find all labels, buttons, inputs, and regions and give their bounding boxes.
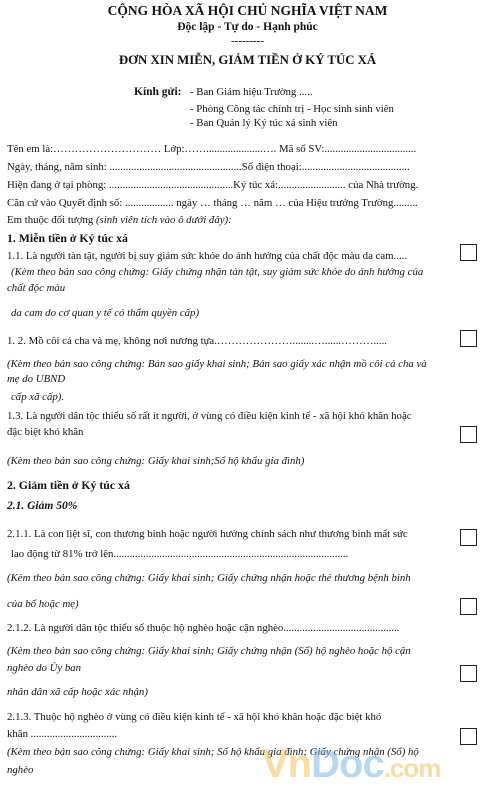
item-1-1: 1.1. Là người tàn tật, người bị suy giảm sức khỏe do ảnh hưởng của chất độc màu da cam.....: [7, 250, 408, 262]
target-line: Em thuộc đối tượng (sinh viên tích vào ô dưới đây):: [7, 214, 232, 226]
checkbox-2-1-2[interactable]: [460, 598, 477, 615]
note-1-2: cấp xã cấp).: [11, 391, 65, 403]
note-1-3: (Kèm theo bản sao công chứng: Giấy khai sinh;Sổ hộ khẩu gia đình): [7, 455, 305, 467]
note-2-1-2: (Kèm theo bản sao công chứng: Giấy khai sinh; Giấy chứng nhận (Sổ) hộ nghèo hoặc hộ cận: [7, 645, 411, 657]
checkbox-1-1[interactable]: [460, 244, 477, 261]
recipient-item: - Ban Giám hiệu Trường .....: [190, 86, 313, 98]
checkbox-1-3[interactable]: [460, 426, 477, 443]
item-2-1-1: lao động từ 81% trở lên.......................................................................................: [11, 548, 349, 560]
note-2-1-3: nghèo: [7, 764, 34, 776]
checkbox-2-1-3-b[interactable]: [460, 728, 477, 745]
note-1-2: (Kèm theo bản sao công chứng: Bản sao giấy khai sinh; Bản sao giấy xác nhận mồ côi cả cha và: [7, 358, 427, 370]
item-1-3: 1.3. Là người dân tộc thiểu số rất ít người, ở vùng có điều kiện kinh tế - xã hội khó khăn hoặc: [7, 410, 412, 422]
item-1-2: 1. 2. Mồ côi cả cha và mẹ, không nơi nương tựa.…………………........…......……….....: [7, 335, 387, 347]
recipient-item: - Phòng Công tác chính trị - Học sinh sinh viên: [190, 103, 394, 115]
checkbox-2-1-3[interactable]: [460, 665, 477, 682]
item-2-1-1: 2.1.1. Là con liệt sĩ, con thương binh hoặc người hưởng chính sách như thương binh mất sức: [7, 528, 408, 540]
note-2-1-3: (Kèm theo bản sao công chứng: Giấy khai sinh; Sổ hộ khẩu gia đình; Giấy chứng nhận (Sổ) hộ: [7, 746, 419, 758]
form-title: ĐƠN XIN MIỄN, GIẢM TIỀN Ở KÝ TÚC XÁ: [118, 53, 377, 67]
section2-subheading: 2.1. Giảm 50%: [7, 500, 78, 512]
note-1-1: (Kèm theo bản sao công chứng: Giấy chứng nhận tàn tật, suy giảm sức khỏe do ảnh hưởng của: [11, 266, 424, 278]
item-2-1-3: 2.1.3. Thuộc hộ nghèo ở vùng có điều kiện kinh tế - xã hội khó khăn hoặc đặc biệt khó: [7, 711, 382, 723]
note-1-1: da cam do cơ quan y tế có thẩm quyền cấp): [11, 307, 200, 319]
note-2-1-2: nghèo do Ủy ban: [7, 662, 82, 674]
room-dorm-line: Hiện đang ở tại phòng: ..............................................Ký túc xá:......................... của Nhà trường.: [7, 179, 419, 191]
item-1-3: đặc biệt khó khăn: [7, 426, 84, 438]
note-2-1-2: nhân dân xã cấp hoặc xác nhận): [7, 686, 148, 698]
note-1-2: mẹ do UBND: [7, 373, 66, 385]
motto: Độc lập - Tự do - Hạnh phúc: [177, 21, 318, 33]
item-2-1-2: 2.1.2. Là người dân tộc thiểu số thuộc hộ nghèo hoặc cận nghèo...........................................: [7, 622, 400, 634]
section1-heading: 1. Miễn tiền ở Ký túc xá: [7, 231, 128, 245]
checkbox-2-1-1[interactable]: [460, 529, 477, 546]
nation-title: CỘNG HÒA XÃ HỘI CHỦ NGHĨA VIỆT NAM: [107, 3, 388, 18]
item-2-1-3: khăn ................................: [7, 728, 118, 740]
name-class-id-line: Tên em là:………………………… Lớp:…….....................…. Mã số SV:..................................: [7, 143, 417, 155]
section2-heading: 2. Giảm tiền ở Ký túc xá: [7, 478, 130, 492]
divider: ---------: [231, 35, 264, 47]
note-2-1-1: (Kèm theo bản sao công chứng: Giấy khai sinh; Giấy chứng nhận hoặc thẻ thương bệnh binh: [7, 572, 411, 584]
note-2-1-1: của bố hoặc mẹ): [7, 598, 79, 610]
recipient-label: Kính gửi:: [134, 86, 182, 98]
checkbox-1-2[interactable]: [460, 330, 477, 347]
recipient-item: - Ban Quản lý Ký túc xá sinh viên: [190, 117, 338, 129]
note-1-1: chất độc màu: [7, 282, 66, 294]
watermark-logo: VnDoc.com: [262, 742, 441, 786]
birth-phone-line: Ngày, tháng, năm sinh: .................................................Số điện thoại:........................................: [7, 161, 410, 173]
decision-line: Căn cứ vào Quyết định số: .................. ngày … tháng … năm … của Hiệu trưởng Trường.........: [7, 197, 418, 209]
